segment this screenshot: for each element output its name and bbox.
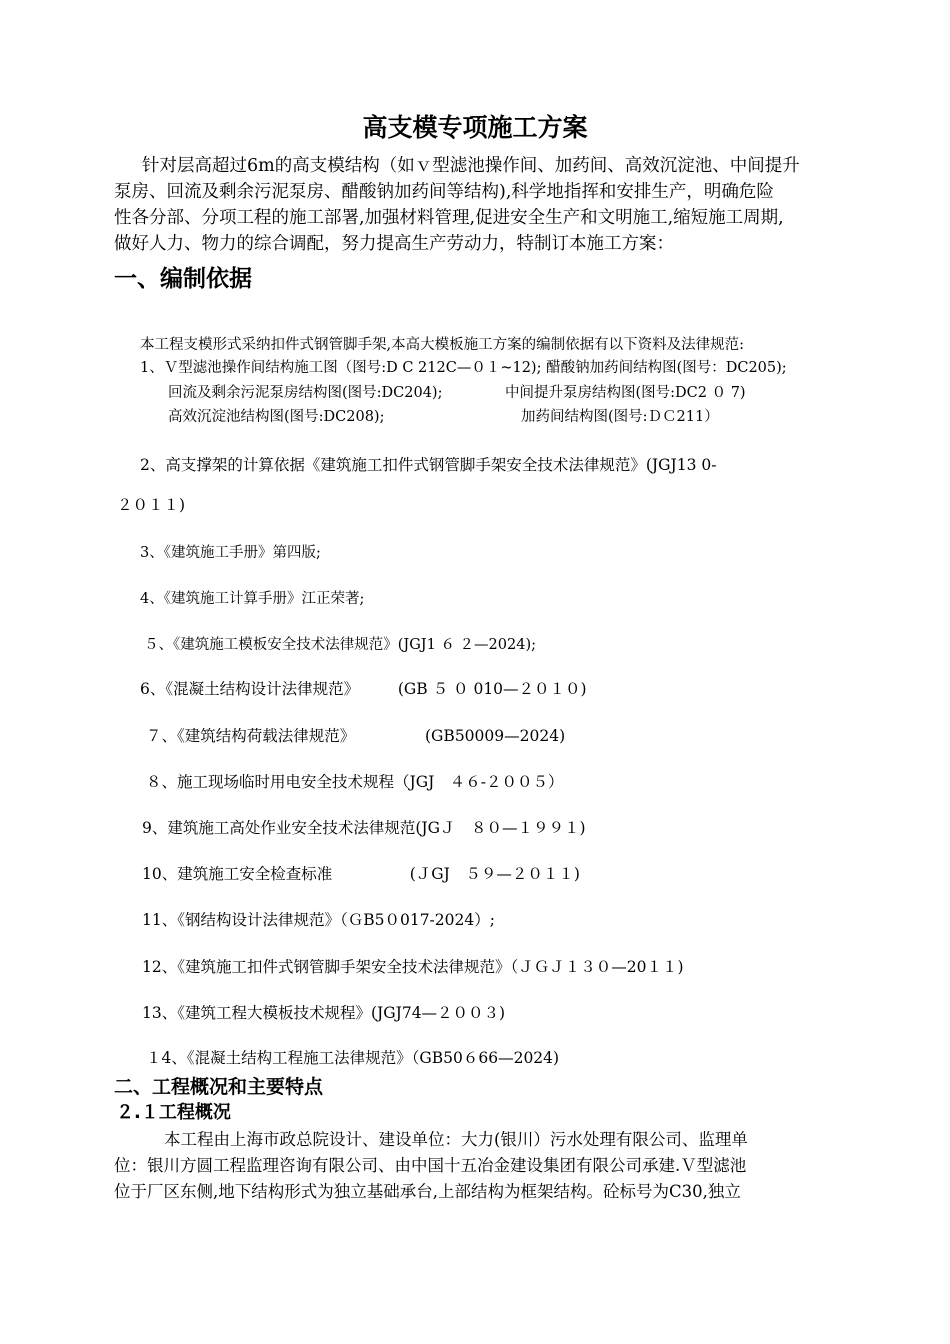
subsection-heading: ２.１工程概况 [116,1102,231,1123]
basis-item-6: 6、《混凝土结构设计法律规范》 (GB ５ ０ 010—２０１０) [140,680,587,698]
overview-line: 位：银川方圆工程监理咨询有限公司、由中国十五冶金建设集团有限公司承建.Ｖ型滤池 [114,1156,747,1175]
basis-item-3: 3、《建筑施工手册》第四版; [140,545,321,561]
section-heading: 一、编制依据 [114,266,252,292]
basis-item-1-line2a: 回流及剩余污泥泵房结构图(图号:DC204); [168,385,443,401]
basis-item-4: 4、《建筑施工计算手册》江正荣著; [140,591,365,607]
intro-line: 针对层高超过6m的高支模结构（如ｖ型滤池操作间、加药间、高效沉淀池、中间提升 [142,156,800,176]
basis-item-11: 11、《钢结构设计法律规范》（ＧB5０017-2024）; [142,911,495,929]
basis-item-9: 9、建筑施工高处作业安全技术法律规范(JGＪ ８０—１９９１) [142,819,586,837]
basis-item-14: １4、《混凝土结构工程施工法律规范》（GB50６66—2024) [146,1049,560,1067]
basis-lead: 本工程支模形式采纳扣件式钢管脚手架,本高大模板施工方案的编制依据有以下资料及法律规范: [140,337,744,353]
basis-item-1: 1、Ｖ型滤池操作间结构施工图（图号:D C 212C—０１~12); 醋酸钠加药间结构图(图号：DC205); [140,360,787,376]
basis-item-13: 13、《建筑工程大模板技术规程》(JGJ74—２００３) [142,1004,506,1022]
basis-item-1-line3b: 加药间结构图(图号:ＤＣ211） [521,409,719,425]
basis-item-10: 10、建筑施工安全检查标准 (ＪGJ ５９—２０１１) [142,865,580,883]
basis-item-12: 12、《建筑施工扣件式钢管脚手架安全技术法律规范》（ＪＧＪ１３０—20１１) [142,958,684,976]
intro-line: 泵房、回流及剩余污泥泵房、醋酸钠加药间等结构),科学地指挥和安排生产，明确危险 [114,182,774,202]
basis-item-1-line3a: 高效沉淀池结构图(图号:DC208); [168,409,385,425]
section-heading: 二、工程概况和主要特点 [114,1076,324,1098]
intro-line: 做好人力、物力的综合调配，努力提高生产劳动力，特制订本施工方案： [114,234,674,254]
basis-item-7: ７、《建筑结构荷载法律规范》 (GB50009—2024) [146,727,566,745]
overview-line: 本工程由上海市政总院设计、建设单位：大力(银川）污水处理有限公司、监理单 [164,1130,748,1149]
basis-item-1-line2b: 中间提升泵房结构图(图号:DC2 ０ 7) [505,385,746,401]
basis-item-8: ８、施工现场临时用电安全技术规程（JGJ ４６-２００５） [146,773,564,791]
overview-line: 位于厂区东侧,地下结构形式为独立基础承台,上部结构为框架结构。砼标号为C30,独立 [114,1182,741,1201]
intro-line: 性各分部、分项工程的施工部署,加强材料管理,促进安全生产和文明施工,缩短施工周期, [114,208,784,228]
basis-item-5: ５、《建筑施工模板安全技术法律规范》(JGJ1 ６ ２—2024); [144,637,537,653]
page-title: 高支模专项施工方案 [362,113,588,142]
basis-item-2-cont: ２０１１) [117,496,186,514]
basis-item-2: 2、高支撑架的计算依据《建筑施工扣件式钢管脚手架安全技术法律规范》(JGJ13 0- [140,456,717,474]
